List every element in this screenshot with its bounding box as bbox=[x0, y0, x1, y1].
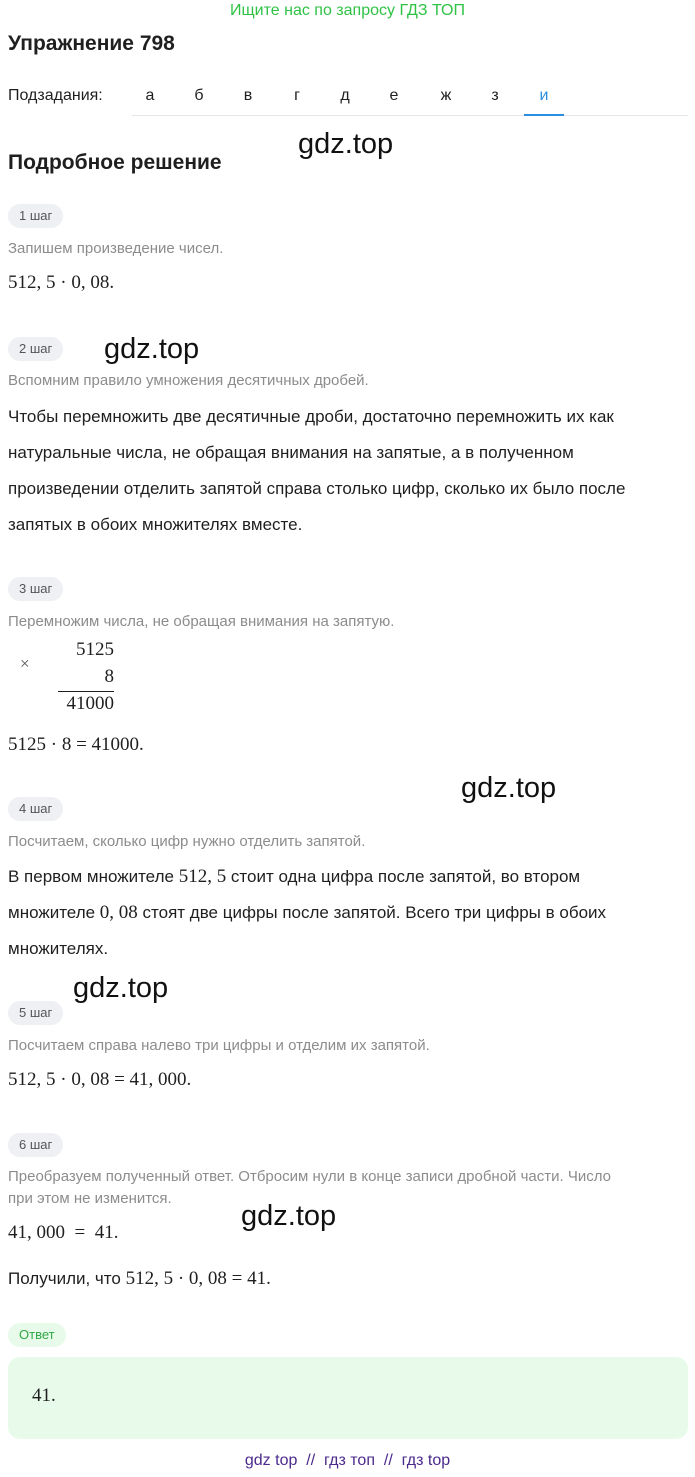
answer-badge: Ответ bbox=[8, 1323, 66, 1347]
subtasks-label: Подзадания: bbox=[8, 87, 103, 104]
subtask-tab-g[interactable]: г bbox=[294, 87, 300, 104]
step-badge: 3 шаг bbox=[8, 577, 63, 601]
exercise-title: Упражнение 798 bbox=[8, 32, 175, 55]
explanation-line bbox=[8, 895, 688, 931]
search-hint-banner: Ищите нас по запросу ГДЗ ТОП bbox=[230, 2, 465, 19]
text-fragment: стоит одна цифра после запятой, во втором bbox=[226, 867, 581, 886]
step-formula: 512, 5 · 0, 08. bbox=[8, 272, 115, 293]
subtask-tab-e[interactable]: е bbox=[389, 87, 399, 104]
section-title: Подробное решение bbox=[8, 151, 222, 174]
watermark: gdz.top bbox=[104, 333, 200, 365]
step-hint: Перемножим числа, не обращая внимания на запятую. bbox=[8, 613, 395, 630]
answer-value: 41. bbox=[32, 1385, 56, 1406]
step-hint bbox=[8, 1166, 688, 1210]
rule-line: Чтобы перемножить две десятичные дроби, достаточно перемножить их как bbox=[8, 407, 614, 426]
product: 41000 bbox=[66, 693, 114, 714]
active-tab-indicator bbox=[524, 114, 564, 116]
step-badge: 5 шаг bbox=[8, 1001, 63, 1025]
subtask-tab-z[interactable]: з bbox=[491, 87, 499, 104]
sum-line bbox=[58, 691, 114, 692]
rule-line: запятых в обоих множителях вместе. bbox=[8, 515, 303, 534]
multiplicand: 5125 bbox=[76, 639, 114, 660]
answer-box bbox=[8, 1357, 688, 1439]
text-fragment: стоят две цифры после запятой. Всего три цифры в обоих bbox=[137, 903, 607, 922]
subtasks-divider bbox=[132, 115, 688, 116]
rule-text bbox=[8, 399, 688, 543]
step-hint: Посчитаем, сколько цифр нужно отделить запятой. bbox=[8, 833, 366, 850]
subtask-tab-d[interactable]: д bbox=[340, 87, 350, 104]
inline-math: 512, 5 · 0, 08 = 41. bbox=[125, 1268, 271, 1289]
watermark: gdz.top bbox=[298, 128, 394, 160]
text-fragment: Получили, что bbox=[8, 1269, 126, 1288]
text-fragment: В первом множителе bbox=[8, 867, 179, 886]
hint-line: при этом не изменится. bbox=[8, 1190, 172, 1207]
step-badge: 6 шаг bbox=[8, 1133, 63, 1157]
step-formula: 41, 000 = 41. bbox=[8, 1222, 119, 1243]
step-formula: 512, 5 · 0, 08 = 41, 000. bbox=[8, 1069, 192, 1090]
multiplier: 8 bbox=[104, 666, 114, 687]
text-fragment: множителе bbox=[8, 903, 100, 922]
conclusion bbox=[8, 1261, 271, 1297]
rule-line: произведении отделить запятой справа столько цифр, сколько их было после bbox=[8, 479, 626, 498]
watermark: gdz.top bbox=[461, 772, 557, 804]
inline-math: 512, 5 bbox=[178, 866, 227, 887]
watermark: gdz.top bbox=[73, 972, 169, 1004]
step-badge: 1 шаг bbox=[8, 204, 63, 228]
inline-math: 0, 08 bbox=[99, 902, 138, 923]
column-multiplication bbox=[8, 639, 118, 719]
explanation-line bbox=[8, 859, 688, 895]
step-badge: 2 шаг bbox=[8, 337, 63, 361]
step-hint: Вспомним правило умножения десятичных дробей. bbox=[8, 372, 369, 389]
step-hint: Посчитаем справа налево три цифры и отделим их запятой. bbox=[8, 1037, 430, 1054]
multiply-sign: × bbox=[20, 654, 30, 673]
footer-links[interactable]: gdz top // гдз топ // гдз top bbox=[244, 1452, 451, 1469]
step-badge: 4 шаг bbox=[8, 797, 63, 821]
digits-explanation bbox=[8, 859, 688, 967]
hint-line: Преобразуем полученный ответ. Отбросим нули в конце записи дробной части. Число bbox=[8, 1168, 611, 1185]
subtask-tab-zh[interactable]: ж bbox=[440, 87, 452, 104]
subtask-tab-i[interactable]: и bbox=[539, 87, 549, 104]
step-hint: Запишем произведение чисел. bbox=[8, 240, 224, 257]
rule-line: натуральные числа, не обращая внимания на запятые, а в полученном bbox=[8, 443, 574, 462]
subtask-tab-v[interactable]: в bbox=[243, 87, 253, 104]
watermark: gdz.top bbox=[241, 1200, 337, 1232]
step-formula: 5125 · 8 = 41000. bbox=[8, 734, 144, 755]
subtask-tab-b[interactable]: б bbox=[194, 87, 204, 104]
explanation-line: множителях. bbox=[8, 939, 109, 958]
subtask-tab-a[interactable]: а bbox=[145, 87, 155, 104]
subtasks-nav bbox=[8, 80, 688, 116]
